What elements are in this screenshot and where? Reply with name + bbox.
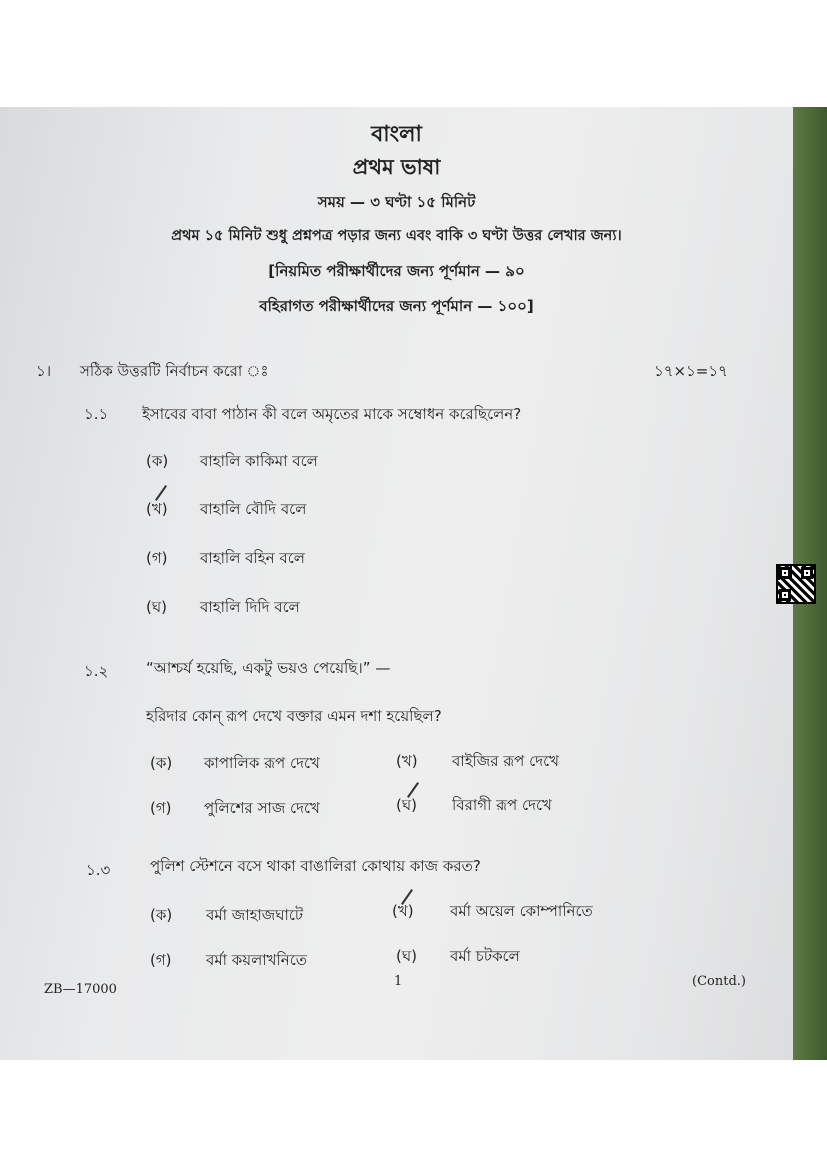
- option-label: (ক): [146, 452, 169, 470]
- option-label: (গ): [150, 799, 172, 817]
- option-text: বর্মা অয়েল কোম্পানিতে: [450, 902, 593, 920]
- time-line: সময় — ৩ ঘণ্টা ১৫ মিনিট: [317, 193, 476, 211]
- option-text: পুলিশের সাজ দেখে: [204, 799, 320, 817]
- option-text: বাহালি কাকিমা বলে: [200, 452, 318, 470]
- option-label: (গ): [150, 951, 172, 969]
- option-label: (ঘ): [146, 598, 167, 616]
- option-text: বাহালি দিদি বলে: [200, 598, 300, 616]
- option-text: বিরাগী রূপ দেখে: [452, 796, 552, 814]
- option-label: (ক): [150, 754, 173, 772]
- exam-paper-photo: [0, 107, 827, 1060]
- question-number: ১.২: [84, 662, 109, 680]
- option-label: (ক): [150, 906, 173, 924]
- option-text: বর্মা জাহাজঘাটে: [206, 906, 304, 924]
- question-quote: “আশ্চর্য হয়েছি, একটু ভয়ও পেয়েছি।” —: [146, 659, 391, 677]
- continued-label: (Contd.): [692, 974, 746, 989]
- section-marks: ১৭×১=১৭: [654, 362, 728, 380]
- question-number: ১.৩: [86, 861, 111, 879]
- option-label: (ঘ): [396, 947, 417, 965]
- paper-code: ZB—17000: [44, 982, 117, 997]
- option-label: (খ): [396, 752, 418, 770]
- option-text: বর্মা কয়লাখনিতে: [206, 951, 308, 969]
- question-text: হরিদার কোন্ রূপ দেখে বক্তার এমন দশা হয়েছিল?: [146, 707, 442, 725]
- option-label-marked: (ঘ): [396, 796, 417, 814]
- paper-title: প্রথম ভাষা: [352, 155, 441, 179]
- qr-code-icon: [776, 564, 816, 604]
- question-text: ইসাবের বাবা পাঠান কী বলে অমৃতের মাকে সম্বোধন করেছিলেন?: [142, 405, 522, 423]
- option-text: বাহালি বৌদি বলে: [200, 500, 307, 518]
- instruction-line: প্রথম ১৫ মিনিট শুধু প্রশ্নপত্র পড়ার জন্য এবং বাকি ৩ ঘণ্টা উত্তর লেখার জন্য।: [171, 228, 622, 244]
- option-label-marked: (খ): [392, 902, 414, 920]
- marks-external: বহিরাগত পরীক্ষার্থীদের জন্য পূর্ণমান — ১০০]: [259, 297, 534, 315]
- question-number: ১.১: [84, 405, 109, 423]
- option-label: (গ): [146, 549, 168, 567]
- marks-regular: [নিয়মিত পরীক্ষার্থীদের জন্য পূর্ণমান — ৯০: [268, 262, 525, 280]
- option-text: বর্মা চটকলে: [450, 947, 520, 965]
- question-text: পুলিশ স্টেশনে বসে থাকা বাঙালিরা কোথায় কাজ করত?: [150, 857, 481, 875]
- option-label-marked: (খ): [146, 500, 168, 518]
- option-text: বাহালি বহিন বলে: [200, 549, 305, 567]
- option-text: বাইজির রূপ দেখে: [452, 752, 559, 770]
- section-number: ১।: [36, 362, 52, 380]
- section-heading: সঠিক উত্তরটি নির্বাচন করো ঃ: [80, 362, 269, 380]
- page-number: 1: [394, 974, 403, 989]
- subject-title: বাংলা: [371, 122, 422, 147]
- option-text: কাপালিক রূপ দেখে: [204, 754, 320, 772]
